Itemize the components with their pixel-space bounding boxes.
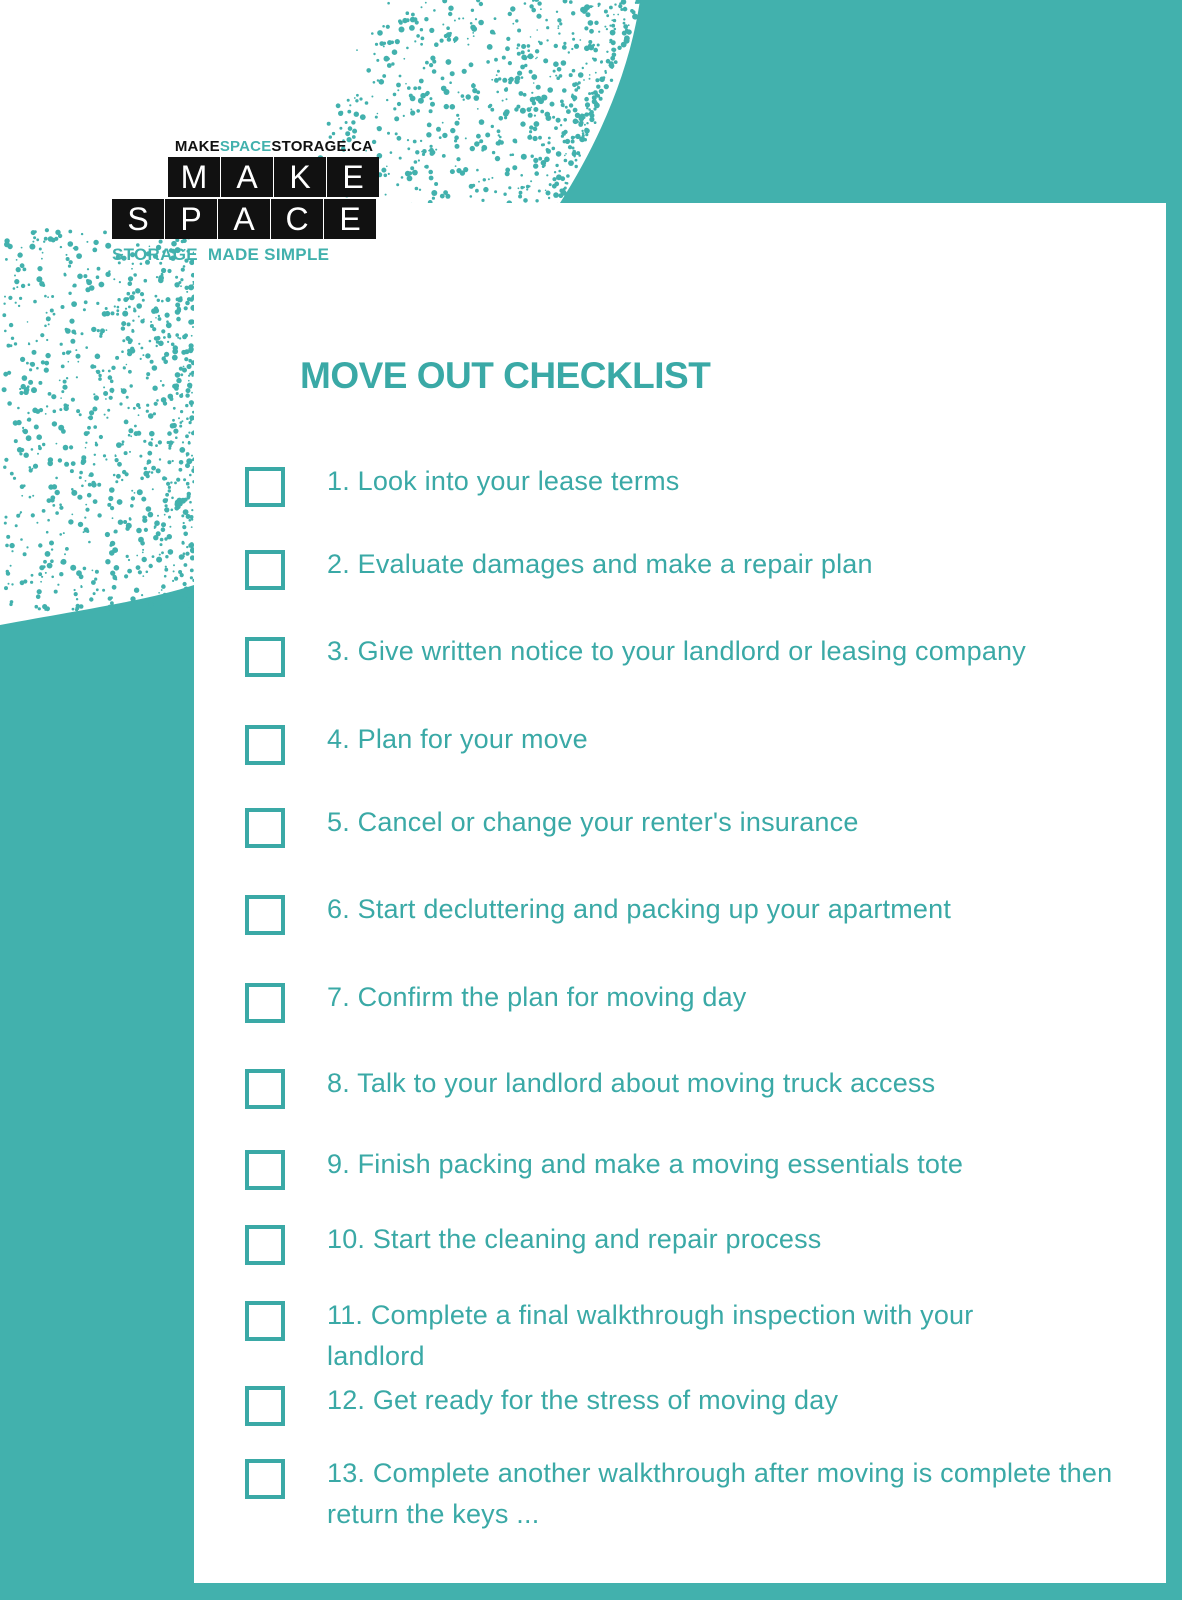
checkbox[interactable] — [245, 808, 285, 848]
checklist-item-label: 8. Talk to your landlord about moving truck access — [327, 1068, 936, 1098]
logo-letter: S — [112, 199, 165, 239]
checkbox[interactable] — [245, 983, 285, 1023]
logo-letter: K — [274, 157, 327, 197]
checkbox[interactable] — [245, 1069, 285, 1109]
logo-letter: E — [327, 157, 379, 197]
checklist-item-label: 6. Start decluttering and packing up your apartment — [327, 894, 952, 924]
checklist-item-label: 3. Give written notice to your landlord or leasing company — [327, 636, 1026, 666]
checklist-item-label: 9. Finish packing and make a moving essentials tote — [327, 1149, 964, 1179]
checkbox[interactable] — [245, 1459, 285, 1499]
checkbox[interactable] — [245, 1225, 285, 1265]
make-space-logo — [112, 138, 380, 265]
logo-letter: M — [168, 157, 221, 197]
checkbox[interactable] — [245, 1386, 285, 1426]
logo-letter: E — [324, 199, 376, 239]
checkbox[interactable] — [245, 1301, 285, 1341]
logo-letter: C — [271, 199, 324, 239]
logo-tagline: STORAGE MADE SIMPLE — [112, 245, 330, 264]
checklist-item-label: 10. Start the cleaning and repair process — [327, 1224, 822, 1254]
checklist-item-label: 1. Look into your lease terms — [327, 466, 680, 496]
checkbox[interactable] — [245, 1150, 285, 1190]
checklist-item-label: 5. Cancel or change your renter's insurance — [327, 807, 859, 837]
logo-url: MAKESPACESTORAGE.CA — [174, 138, 374, 155]
logo-letter: P — [165, 199, 218, 239]
checklist-item-label: 4. Plan for your move — [327, 724, 588, 754]
logo-space-row — [112, 199, 380, 239]
checklist-item-label: 12. Get ready for the stress of moving day — [327, 1385, 839, 1415]
checklist-item-label: 2. Evaluate damages and make a repair plan — [327, 549, 873, 579]
checklist-item-label: 13. Complete another walkthrough after moving is complete then return the keys ... — [327, 1458, 1113, 1529]
checkbox[interactable] — [245, 467, 285, 507]
checklist-item-label: 11. Complete a final walkthrough inspection with your landlord — [327, 1300, 974, 1371]
checkbox[interactable] — [245, 637, 285, 677]
checkbox[interactable] — [245, 895, 285, 935]
page-title: MOVE OUT CHECKLIST — [300, 355, 711, 396]
logo-letter: A — [221, 157, 274, 197]
checkbox[interactable] — [245, 725, 285, 765]
checklist-item-label: 7. Confirm the plan for moving day — [327, 982, 747, 1012]
checkbox[interactable] — [245, 550, 285, 590]
logo-make-row — [168, 157, 380, 197]
logo-letter: A — [218, 199, 271, 239]
